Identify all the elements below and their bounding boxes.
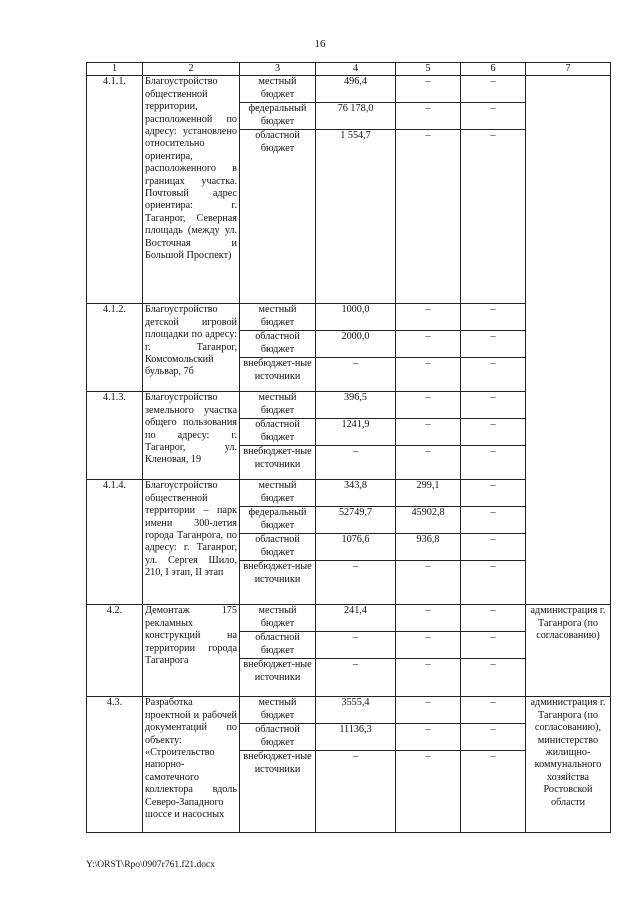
column-header: 4	[316, 63, 396, 76]
funding-source: внебюджет-ные источники	[240, 659, 316, 697]
funding-source: областной бюджет	[240, 724, 316, 751]
value-col-6: –	[461, 605, 526, 632]
value-col-6: –	[461, 358, 526, 392]
funding-source: областной бюджет	[240, 130, 316, 304]
item-description: Благоустройство общественной территории, расположенной по адресу: установлено относительно ориентира, расположенного в границах участка. Почтовый адрес ориентира: г. Таганрог, Северная площадь (между ул. Восточная и Большой Проспект)	[143, 76, 240, 304]
value-col-5: –	[396, 697, 461, 724]
value-col-4: 3555,4	[316, 697, 396, 724]
item-number: 4.1.1.	[87, 76, 143, 304]
item-description: Благоустройство общественной территории – парк имени 300-летия города Таганрога, по адресу: г. Таганрог, ул. Сергея Шило, 210, I этап, II этап	[143, 480, 240, 605]
value-col-6: –	[461, 632, 526, 659]
value-col-5: –	[396, 561, 461, 605]
funding-source: внебюджет-ные источники	[240, 358, 316, 392]
value-col-5: –	[396, 632, 461, 659]
value-col-6: –	[461, 331, 526, 358]
funding-source: областной бюджет	[240, 419, 316, 446]
item-number: 4.1.4.	[87, 480, 143, 605]
value-col-6: –	[461, 659, 526, 697]
value-col-5: –	[396, 659, 461, 697]
value-col-4: 1076,6	[316, 534, 396, 561]
value-col-4: 1 554,7	[316, 130, 396, 304]
value-col-6: –	[461, 446, 526, 480]
funding-source: внебюджет-ные источники	[240, 751, 316, 833]
executor-cell: администрация г. Таганрога (по согласованию), министерство жилищно-коммунального хозяйства Ростовской области	[526, 697, 611, 833]
funding-source: федеральный бюджет	[240, 507, 316, 534]
item-number: 4.3.	[87, 697, 143, 833]
funding-source: местный бюджет	[240, 480, 316, 507]
column-header: 1	[87, 63, 143, 76]
value-col-5: –	[396, 103, 461, 130]
value-col-4: –	[316, 446, 396, 480]
value-col-6: –	[461, 561, 526, 605]
item-number: 4.1.3.	[87, 392, 143, 480]
value-col-5: 936,8	[396, 534, 461, 561]
value-col-4: 52749,7	[316, 507, 396, 534]
funding-source: местный бюджет	[240, 697, 316, 724]
funding-source: областной бюджет	[240, 331, 316, 358]
program-table	[86, 62, 611, 833]
column-header: 6	[461, 63, 526, 76]
page-number: 16	[314, 38, 326, 50]
value-col-6: –	[461, 103, 526, 130]
column-header: 7	[526, 63, 611, 76]
value-col-6: –	[461, 507, 526, 534]
column-header: 5	[396, 63, 461, 76]
value-col-6: –	[461, 724, 526, 751]
value-col-4: 76 178,0	[316, 103, 396, 130]
value-col-4: 1000,0	[316, 304, 396, 331]
value-col-5: –	[396, 358, 461, 392]
item-description: Благоустройство детской игровой площадки по адресу: г. Таганрог, Комсомольский бульвар, 7б	[143, 304, 240, 392]
value-col-4: 11136,3	[316, 724, 396, 751]
value-col-6: –	[461, 304, 526, 331]
file-path-footer: Y:\ORST\Rpo\0907r761.f21.docx	[86, 860, 215, 870]
value-col-6: –	[461, 419, 526, 446]
item-description: Благоустройство земельного участка общего пользования по адресу: г. Таганрог, ул. Кленовая, 19	[143, 392, 240, 480]
value-col-5: –	[396, 446, 461, 480]
value-col-5: –	[396, 392, 461, 419]
value-col-4: 343,8	[316, 480, 396, 507]
executor-cell: администрация г. Таганрога (по согласованию)	[526, 605, 611, 697]
value-col-6: –	[461, 697, 526, 724]
value-col-5: 45902,8	[396, 507, 461, 534]
value-col-4: –	[316, 561, 396, 605]
value-col-4: 396,5	[316, 392, 396, 419]
item-number: 4.1.2.	[87, 304, 143, 392]
funding-source: местный бюджет	[240, 76, 316, 103]
value-col-4: –	[316, 751, 396, 833]
table-row	[87, 76, 611, 103]
value-col-5: –	[396, 724, 461, 751]
funding-source: внебюджет-ные источники	[240, 561, 316, 605]
value-col-5: –	[396, 130, 461, 304]
value-col-5: –	[396, 304, 461, 331]
value-col-4: 1241,9	[316, 419, 396, 446]
value-col-5: –	[396, 751, 461, 833]
value-col-5: 299,1	[396, 480, 461, 507]
value-col-5: –	[396, 605, 461, 632]
value-col-4: 241,4	[316, 605, 396, 632]
funding-source: областной бюджет	[240, 632, 316, 659]
value-col-6: –	[461, 76, 526, 103]
value-col-6: –	[461, 751, 526, 833]
item-number: 4.2.	[87, 605, 143, 697]
value-col-5: –	[396, 331, 461, 358]
header-row	[87, 63, 611, 76]
value-col-4: –	[316, 358, 396, 392]
column-header: 2	[143, 63, 240, 76]
funding-source: местный бюджет	[240, 605, 316, 632]
value-col-5: –	[396, 76, 461, 103]
value-col-6: –	[461, 534, 526, 561]
value-col-6: –	[461, 130, 526, 304]
column-header: 3	[240, 63, 316, 76]
value-col-5: –	[396, 419, 461, 446]
item-description: Демонтаж 175 рекламных конструкций на территории города Таганрога	[143, 605, 240, 697]
funding-source: местный бюджет	[240, 392, 316, 419]
funding-source: местный бюджет	[240, 304, 316, 331]
funding-source: областной бюджет	[240, 534, 316, 561]
funding-source: внебюджет-ные источники	[240, 446, 316, 480]
value-col-4: 496,4	[316, 76, 396, 103]
table-row	[87, 697, 611, 724]
value-col-4: –	[316, 632, 396, 659]
value-col-4: –	[316, 659, 396, 697]
value-col-6: –	[461, 392, 526, 419]
executor-cell	[526, 76, 611, 605]
table-row	[87, 605, 611, 632]
value-col-6: –	[461, 480, 526, 507]
value-col-4: 2000,0	[316, 331, 396, 358]
item-description: Разработка проектной и рабочей документаций по объекту: «Строительство напорно-самотечного коллектора вдоль Северо-Западного шоссе и насосных	[143, 697, 240, 833]
funding-source: федеральный бюджет	[240, 103, 316, 130]
